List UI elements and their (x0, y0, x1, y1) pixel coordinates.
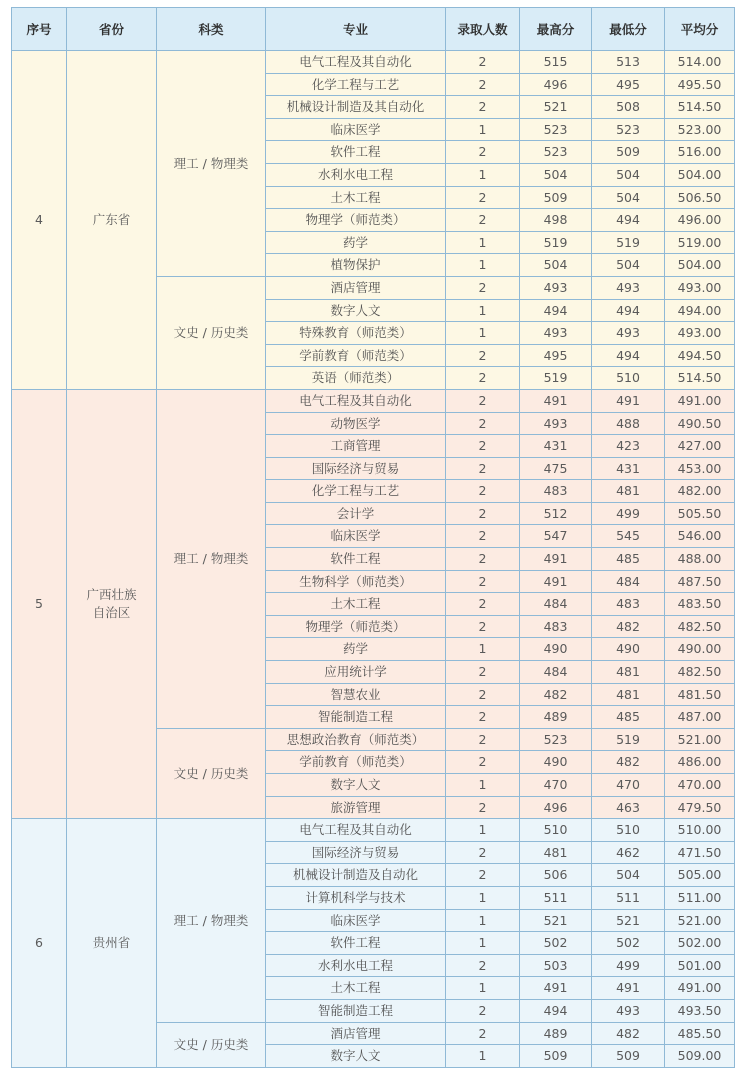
admitted-count-cell: 2 (446, 367, 520, 390)
max-score-cell: 504 (520, 254, 592, 277)
admitted-count-cell: 1 (446, 322, 520, 345)
max-score-cell: 509 (520, 1045, 592, 1068)
min-score-cell: 490 (592, 638, 665, 661)
avg-score-cell: 519.00 (665, 231, 735, 254)
max-score-cell: 490 (520, 751, 592, 774)
min-score-cell: 470 (592, 774, 665, 797)
admitted-count-cell: 2 (446, 593, 520, 616)
avg-score-cell: 496.00 (665, 209, 735, 232)
avg-score-cell: 546.00 (665, 525, 735, 548)
admitted-count-cell: 2 (446, 999, 520, 1022)
major-cell: 学前教育（师范类） (266, 344, 446, 367)
major-cell: 生物科学（师范类） (266, 570, 446, 593)
avg-score-cell: 511.00 (665, 886, 735, 909)
min-score-cell: 508 (592, 96, 665, 119)
avg-score-cell: 491.00 (665, 977, 735, 1000)
major-cell: 数字人文 (266, 1045, 446, 1068)
seq-cell: 4 (12, 51, 67, 390)
avg-score-cell: 494.50 (665, 344, 735, 367)
max-score-cell: 510 (520, 819, 592, 842)
max-score-cell: 484 (520, 661, 592, 684)
max-score-cell: 521 (520, 96, 592, 119)
max-score-cell: 515 (520, 51, 592, 74)
max-score-cell: 509 (520, 186, 592, 209)
max-score-cell: 431 (520, 435, 592, 458)
category-cell: 文史 / 历史类 (157, 728, 266, 818)
admitted-count-cell: 2 (446, 51, 520, 74)
avg-score-cell: 470.00 (665, 774, 735, 797)
seq-cell: 5 (12, 389, 67, 818)
admitted-count-cell: 2 (446, 864, 520, 887)
major-cell: 物理学（师范类） (266, 615, 446, 638)
min-score-cell: 482 (592, 1022, 665, 1045)
max-score-cell: 496 (520, 73, 592, 96)
max-score-cell: 503 (520, 954, 592, 977)
major-cell: 动物医学 (266, 412, 446, 435)
admitted-count-cell: 1 (446, 909, 520, 932)
min-score-cell: 493 (592, 276, 665, 299)
avg-score-cell: 504.00 (665, 254, 735, 277)
max-score-cell: 523 (520, 141, 592, 164)
min-score-cell: 495 (592, 73, 665, 96)
avg-score-cell: 488.00 (665, 548, 735, 571)
header-avg-score: 平均分 (665, 8, 735, 51)
admitted-count-cell: 2 (446, 412, 520, 435)
min-score-cell: 485 (592, 706, 665, 729)
admitted-count-cell: 2 (446, 435, 520, 458)
avg-score-cell: 490.00 (665, 638, 735, 661)
category-cell: 文史 / 历史类 (157, 276, 266, 389)
avg-score-cell: 516.00 (665, 141, 735, 164)
max-score-cell: 512 (520, 502, 592, 525)
major-cell: 思想政治教育（师范类） (266, 728, 446, 751)
avg-score-cell: 482.00 (665, 480, 735, 503)
max-score-cell: 523 (520, 728, 592, 751)
major-cell: 电气工程及其自动化 (266, 819, 446, 842)
admitted-count-cell: 1 (446, 231, 520, 254)
admitted-count-cell: 2 (446, 751, 520, 774)
avg-score-cell: 483.50 (665, 593, 735, 616)
avg-score-cell: 506.50 (665, 186, 735, 209)
major-cell: 软件工程 (266, 548, 446, 571)
avg-score-cell: 453.00 (665, 457, 735, 480)
max-score-cell: 489 (520, 1022, 592, 1045)
max-score-cell: 491 (520, 389, 592, 412)
admitted-count-cell: 2 (446, 796, 520, 819)
min-score-cell: 511 (592, 886, 665, 909)
major-cell: 水利水电工程 (266, 163, 446, 186)
province-cell: 贵州省 (67, 819, 157, 1068)
major-cell: 特殊教育（师范类） (266, 322, 446, 345)
min-score-cell: 523 (592, 118, 665, 141)
min-score-cell: 504 (592, 254, 665, 277)
max-score-cell: 495 (520, 344, 592, 367)
major-cell: 机械设计制造及其自动化 (266, 96, 446, 119)
avg-score-cell: 487.50 (665, 570, 735, 593)
major-cell: 土木工程 (266, 186, 446, 209)
max-score-cell: 481 (520, 841, 592, 864)
admitted-count-cell: 2 (446, 96, 520, 119)
admitted-count-cell: 1 (446, 932, 520, 955)
admitted-count-cell: 1 (446, 638, 520, 661)
admitted-count-cell: 2 (446, 502, 520, 525)
max-score-cell: 521 (520, 909, 592, 932)
max-score-cell: 493 (520, 276, 592, 299)
admitted-count-cell: 1 (446, 774, 520, 797)
major-cell: 酒店管理 (266, 276, 446, 299)
admitted-count-cell: 2 (446, 480, 520, 503)
max-score-cell: 519 (520, 367, 592, 390)
major-cell: 药学 (266, 231, 446, 254)
avg-score-cell: 514.50 (665, 96, 735, 119)
major-cell: 植物保护 (266, 254, 446, 277)
table-row (12, 389, 735, 412)
major-cell: 数字人文 (266, 774, 446, 797)
admitted-count-cell: 1 (446, 819, 520, 842)
min-score-cell: 493 (592, 322, 665, 345)
max-score-cell: 494 (520, 299, 592, 322)
avg-score-cell: 481.50 (665, 683, 735, 706)
min-score-cell: 545 (592, 525, 665, 548)
category-cell: 理工 / 物理类 (157, 51, 266, 277)
avg-score-cell: 471.50 (665, 841, 735, 864)
header-major: 专业 (266, 8, 446, 51)
max-score-cell: 496 (520, 796, 592, 819)
max-score-cell: 484 (520, 593, 592, 616)
min-score-cell: 483 (592, 593, 665, 616)
major-cell: 机械设计制造及自动化 (266, 864, 446, 887)
min-score-cell: 484 (592, 570, 665, 593)
category-cell: 理工 / 物理类 (157, 389, 266, 728)
avg-score-cell: 523.00 (665, 118, 735, 141)
admitted-count-cell: 2 (446, 683, 520, 706)
category-cell: 文史 / 历史类 (157, 1022, 266, 1067)
max-score-cell: 506 (520, 864, 592, 887)
admitted-count-cell: 2 (446, 186, 520, 209)
major-cell: 工商管理 (266, 435, 446, 458)
admitted-count-cell: 2 (446, 661, 520, 684)
major-cell: 临床医学 (266, 525, 446, 548)
admitted-count-cell: 1 (446, 118, 520, 141)
max-score-cell: 547 (520, 525, 592, 548)
admitted-count-cell: 2 (446, 389, 520, 412)
admitted-count-cell: 1 (446, 163, 520, 186)
avg-score-cell: 502.00 (665, 932, 735, 955)
max-score-cell: 493 (520, 412, 592, 435)
admitted-count-cell: 2 (446, 548, 520, 571)
min-score-cell: 509 (592, 141, 665, 164)
major-cell: 智能制造工程 (266, 706, 446, 729)
admitted-count-cell: 2 (446, 209, 520, 232)
min-score-cell: 521 (592, 909, 665, 932)
avg-score-cell: 491.00 (665, 389, 735, 412)
admitted-count-cell: 2 (446, 1022, 520, 1045)
table-row (12, 51, 735, 74)
min-score-cell: 462 (592, 841, 665, 864)
min-score-cell: 491 (592, 389, 665, 412)
major-cell: 学前教育（师范类） (266, 751, 446, 774)
admitted-count-cell: 2 (446, 954, 520, 977)
admitted-count-cell: 2 (446, 276, 520, 299)
header-admitted-count: 录取人数 (446, 8, 520, 51)
admitted-count-cell: 2 (446, 457, 520, 480)
major-cell: 国际经济与贸易 (266, 841, 446, 864)
max-score-cell: 489 (520, 706, 592, 729)
avg-score-cell: 486.00 (665, 751, 735, 774)
avg-score-cell: 482.50 (665, 661, 735, 684)
max-score-cell: 491 (520, 977, 592, 1000)
major-cell: 旅游管理 (266, 796, 446, 819)
min-score-cell: 463 (592, 796, 665, 819)
major-cell: 计算机科学与技术 (266, 886, 446, 909)
category-cell: 理工 / 物理类 (157, 819, 266, 1022)
max-score-cell: 494 (520, 999, 592, 1022)
header-row (12, 8, 735, 51)
major-cell: 智慧农业 (266, 683, 446, 706)
avg-score-cell: 493.50 (665, 999, 735, 1022)
min-score-cell: 519 (592, 231, 665, 254)
admitted-count-cell: 2 (446, 344, 520, 367)
admitted-count-cell: 1 (446, 977, 520, 1000)
min-score-cell: 494 (592, 299, 665, 322)
header-seq: 序号 (12, 8, 67, 51)
avg-score-cell: 493.00 (665, 276, 735, 299)
min-score-cell: 493 (592, 999, 665, 1022)
max-score-cell: 475 (520, 457, 592, 480)
max-score-cell: 482 (520, 683, 592, 706)
admitted-count-cell: 2 (446, 525, 520, 548)
min-score-cell: 502 (592, 932, 665, 955)
max-score-cell: 498 (520, 209, 592, 232)
avg-score-cell: 493.00 (665, 322, 735, 345)
major-cell: 会计学 (266, 502, 446, 525)
max-score-cell: 502 (520, 932, 592, 955)
min-score-cell: 482 (592, 751, 665, 774)
max-score-cell: 511 (520, 886, 592, 909)
min-score-cell: 431 (592, 457, 665, 480)
avg-score-cell: 485.50 (665, 1022, 735, 1045)
max-score-cell: 493 (520, 322, 592, 345)
min-score-cell: 504 (592, 163, 665, 186)
min-score-cell: 494 (592, 344, 665, 367)
major-cell: 电气工程及其自动化 (266, 389, 446, 412)
min-score-cell: 491 (592, 977, 665, 1000)
avg-score-cell: 505.00 (665, 864, 735, 887)
admitted-count-cell: 1 (446, 254, 520, 277)
max-score-cell: 523 (520, 118, 592, 141)
admitted-count-cell: 1 (446, 299, 520, 322)
max-score-cell: 519 (520, 231, 592, 254)
min-score-cell: 481 (592, 683, 665, 706)
min-score-cell: 504 (592, 186, 665, 209)
major-cell: 应用统计学 (266, 661, 446, 684)
admitted-count-cell: 2 (446, 841, 520, 864)
header-max-score: 最高分 (520, 8, 592, 51)
major-cell: 物理学（师范类） (266, 209, 446, 232)
min-score-cell: 499 (592, 954, 665, 977)
avg-score-cell: 509.00 (665, 1045, 735, 1068)
header-category: 科类 (157, 8, 266, 51)
seq-cell: 6 (12, 819, 67, 1068)
max-score-cell: 483 (520, 480, 592, 503)
major-cell: 土木工程 (266, 977, 446, 1000)
admitted-count-cell: 2 (446, 728, 520, 751)
avg-score-cell: 427.00 (665, 435, 735, 458)
avg-score-cell: 514.50 (665, 367, 735, 390)
min-score-cell: 494 (592, 209, 665, 232)
avg-score-cell: 487.00 (665, 706, 735, 729)
min-score-cell: 513 (592, 51, 665, 74)
major-cell: 化学工程与工艺 (266, 73, 446, 96)
table-row (12, 819, 735, 842)
major-cell: 土木工程 (266, 593, 446, 616)
min-score-cell: 510 (592, 819, 665, 842)
admitted-count-cell: 2 (446, 570, 520, 593)
avg-score-cell: 505.50 (665, 502, 735, 525)
table-header (12, 8, 735, 51)
avg-score-cell: 494.00 (665, 299, 735, 322)
admission-table-container (11, 7, 734, 1068)
major-cell: 英语（师范类） (266, 367, 446, 390)
max-score-cell: 504 (520, 163, 592, 186)
avg-score-cell: 495.50 (665, 73, 735, 96)
avg-score-cell: 479.50 (665, 796, 735, 819)
max-score-cell: 491 (520, 548, 592, 571)
admitted-count-cell: 2 (446, 73, 520, 96)
min-score-cell: 499 (592, 502, 665, 525)
major-cell: 数字人文 (266, 299, 446, 322)
admitted-count-cell: 1 (446, 886, 520, 909)
admitted-count-cell: 1 (446, 1045, 520, 1068)
major-cell: 电气工程及其自动化 (266, 51, 446, 74)
avg-score-cell: 521.00 (665, 728, 735, 751)
avg-score-cell: 490.50 (665, 412, 735, 435)
avg-score-cell: 514.00 (665, 51, 735, 74)
major-cell: 药学 (266, 638, 446, 661)
avg-score-cell: 482.50 (665, 615, 735, 638)
major-cell: 化学工程与工艺 (266, 480, 446, 503)
min-score-cell: 510 (592, 367, 665, 390)
major-cell: 国际经济与贸易 (266, 457, 446, 480)
table-body (12, 51, 735, 1068)
max-score-cell: 470 (520, 774, 592, 797)
admitted-count-cell: 2 (446, 706, 520, 729)
min-score-cell: 509 (592, 1045, 665, 1068)
min-score-cell: 481 (592, 661, 665, 684)
min-score-cell: 488 (592, 412, 665, 435)
major-cell: 软件工程 (266, 141, 446, 164)
min-score-cell: 485 (592, 548, 665, 571)
admitted-count-cell: 2 (446, 615, 520, 638)
min-score-cell: 519 (592, 728, 665, 751)
avg-score-cell: 504.00 (665, 163, 735, 186)
avg-score-cell: 510.00 (665, 819, 735, 842)
major-cell: 临床医学 (266, 118, 446, 141)
min-score-cell: 482 (592, 615, 665, 638)
province-cell: 广西壮族 自治区 (67, 389, 157, 818)
admitted-count-cell: 2 (446, 141, 520, 164)
max-score-cell: 491 (520, 570, 592, 593)
province-cell: 广东省 (67, 51, 157, 390)
major-cell: 水利水电工程 (266, 954, 446, 977)
major-cell: 软件工程 (266, 932, 446, 955)
min-score-cell: 504 (592, 864, 665, 887)
major-cell: 智能制造工程 (266, 999, 446, 1022)
major-cell: 临床医学 (266, 909, 446, 932)
header-province: 省份 (67, 8, 157, 51)
header-min-score: 最低分 (592, 8, 665, 51)
avg-score-cell: 521.00 (665, 909, 735, 932)
min-score-cell: 423 (592, 435, 665, 458)
max-score-cell: 490 (520, 638, 592, 661)
max-score-cell: 483 (520, 615, 592, 638)
major-cell: 酒店管理 (266, 1022, 446, 1045)
admission-score-table (11, 7, 735, 1068)
min-score-cell: 481 (592, 480, 665, 503)
avg-score-cell: 501.00 (665, 954, 735, 977)
